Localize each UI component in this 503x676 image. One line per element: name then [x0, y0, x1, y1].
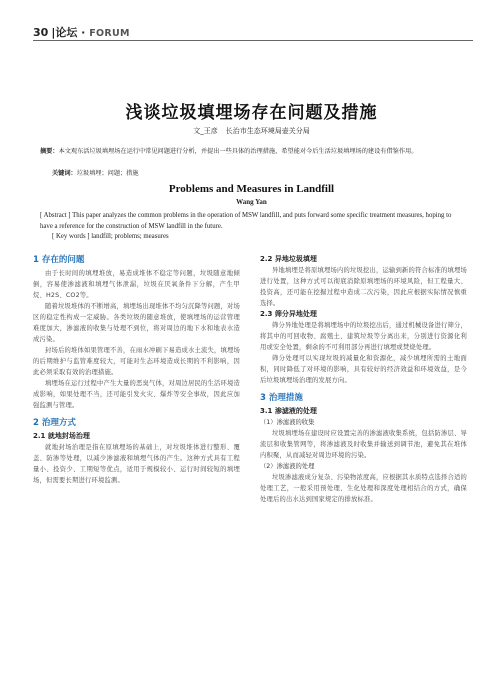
body-paragraph: 垃圾渗滤液成分复杂、污染物浓度高，应根据其水质特点选择合适的处理工艺，一般采用预处理、生化处理和深度处理相结合的方式，确保处理后的出水达到国家规定的排放标准。	[260, 474, 467, 503]
body-paragraph: 筛分处理可以实现垃圾的减量化和资源化，减少填埋所需的土地面积，同时降低了对环境的影响，具有较好的经济效益和环境效益，是今后垃圾填埋场治理的发展方向。	[260, 355, 467, 384]
keywords-en	[52, 233, 465, 240]
keywords-text-en: landfill; problems; measures	[91, 233, 169, 240]
heading-section-3: 3 治理措施	[260, 393, 303, 403]
author-en: Wang Yan	[236, 198, 267, 206]
page-number: 30	[33, 26, 49, 39]
body-paragraph: 异地填埋是将原填埋场内的垃圾挖出，运输到新的符合标准的填埋场进行处置，这种方式可以彻底消除原填埋场的环境风险，但工程量大、投资高，还可能在挖掘过程中造成二次污染，因此应根据实际情况慎重选择。	[260, 267, 467, 307]
abstract-en	[40, 210, 465, 232]
body-column-right	[260, 254, 467, 505]
page-header	[0, 0, 503, 56]
body-paragraph: 封场后的堆体如果管理不善，在雨水冲刷下易造成水土流失，填埋场的后期维护与监管难度较大，可能对生态环境造成长期的不利影响，因此必须采取有效的治理措施。	[33, 347, 240, 376]
section-name-en: FORUM	[89, 28, 130, 39]
article-title-cn: 浅谈垃圾填埋场存在问题及措施	[125, 103, 378, 123]
abstract-text-cn: 本文观东活垃圾填埋场在运行中常见问题进行分析，并提出一些具体的治理措施，希望能对今后生活垃圾填埋场的建设有借鉴作用。	[58, 148, 418, 155]
section-tag: 30 |论坛 · FORUM	[33, 26, 130, 39]
keywords-label-cn: 关键词：	[52, 170, 77, 177]
abstract-label-en: [ Abstract ]	[40, 212, 71, 219]
heading-3-1-1: （1）渗滤液的收集	[260, 419, 315, 426]
header-divider	[33, 40, 473, 41]
affiliation-cn: 长治市生态环境局壶关分局	[225, 127, 310, 135]
abstract-cn	[40, 146, 465, 157]
body-column-left	[33, 254, 240, 486]
heading-section-2: 2 治理方式	[33, 418, 76, 428]
keywords-label-en: [ Key words ]	[52, 233, 90, 240]
heading-3-1: 3.1 渗滤液的处理	[260, 407, 317, 415]
heading-2-2: 2.2 异地垃圾填埋	[260, 255, 317, 263]
heading-2-3: 2.3 筛分异地处理	[260, 310, 317, 318]
abstract-label-cn: 摘要：	[40, 148, 59, 155]
body-paragraph: 由于长时间的填埋堆放，易造成堆体不稳定等问题，垃圾随意地倾倒，容易使渗滤液和填埋气体泄漏，垃圾在厌氧条件下分解，产生甲烷、H2S、CO2等。	[33, 270, 240, 299]
body-paragraph: 筛分异地处理是将填埋场中的垃圾挖出后，通过机械设备进行筛分，将其中的可回收物、腐殖土、建筑垃圾等分离出来，分别进行资源化利用或安全处置，剩余的不可利用部分再进行填埋或焚烧处理。	[260, 322, 467, 351]
heading-section-1: 1 存在的问题	[33, 255, 85, 265]
author-cn: 文_王彦	[193, 127, 218, 135]
author-line-cn	[0, 126, 503, 136]
body-paragraph: 垃圾填埋场在建设时应设置完善的渗滤液收集系统，包括防渗层、导流层和收集管网等，将渗滤液及时收集并输送到调节池，避免其在堆体内积聚，从而减轻对周边环境的污染。	[260, 430, 467, 459]
abstract-text-en: This paper analyzes the common problems in the operation of MSW landfill, and puts forward some specific treatment measures, hoping to have a reference for the construction of MSW landfill in the future.	[40, 212, 452, 230]
section-name-cn: 论坛	[55, 26, 78, 39]
body-paragraph: 随着垃圾堆体的不断增高，填埋场出现堆体不均匀沉降等问题，对场区的稳定性构成一定威胁。各类垃圾的随意堆放，使填埋场的运营管理难度加大，渗滤液的收集与处理不到位，将对周边的地下水和地表水造成污染。	[33, 303, 240, 343]
body-paragraph: 就地封场治理是指在原填埋场的基础上，对垃圾堆体进行整形、覆盖、防渗等处理，以减少渗滤液和填埋气体的产生。这种方式具有工程量小、投资少、工期短等优点，适用于规模较小、运行时间较短的填埋场，但需要长期进行环境监测。	[33, 444, 240, 484]
body-paragraph: 填埋场在运行过程中产生大量的恶臭气体，对周边居民的生活环境造成影响，如果处理不当，还可能引发火灾、爆炸等安全事故，因此应加强监测与管理。	[33, 380, 240, 409]
heading-3-1-2: （2）渗滤液的处理	[260, 463, 315, 470]
keywords-text-cn: 垃圾填埋；问题；措施	[76, 170, 139, 177]
article-title-en: Problems and Measures in Landfill	[168, 183, 335, 195]
heading-2-1: 2.1 就地封场治理	[33, 432, 90, 440]
keywords-cn	[52, 169, 465, 179]
